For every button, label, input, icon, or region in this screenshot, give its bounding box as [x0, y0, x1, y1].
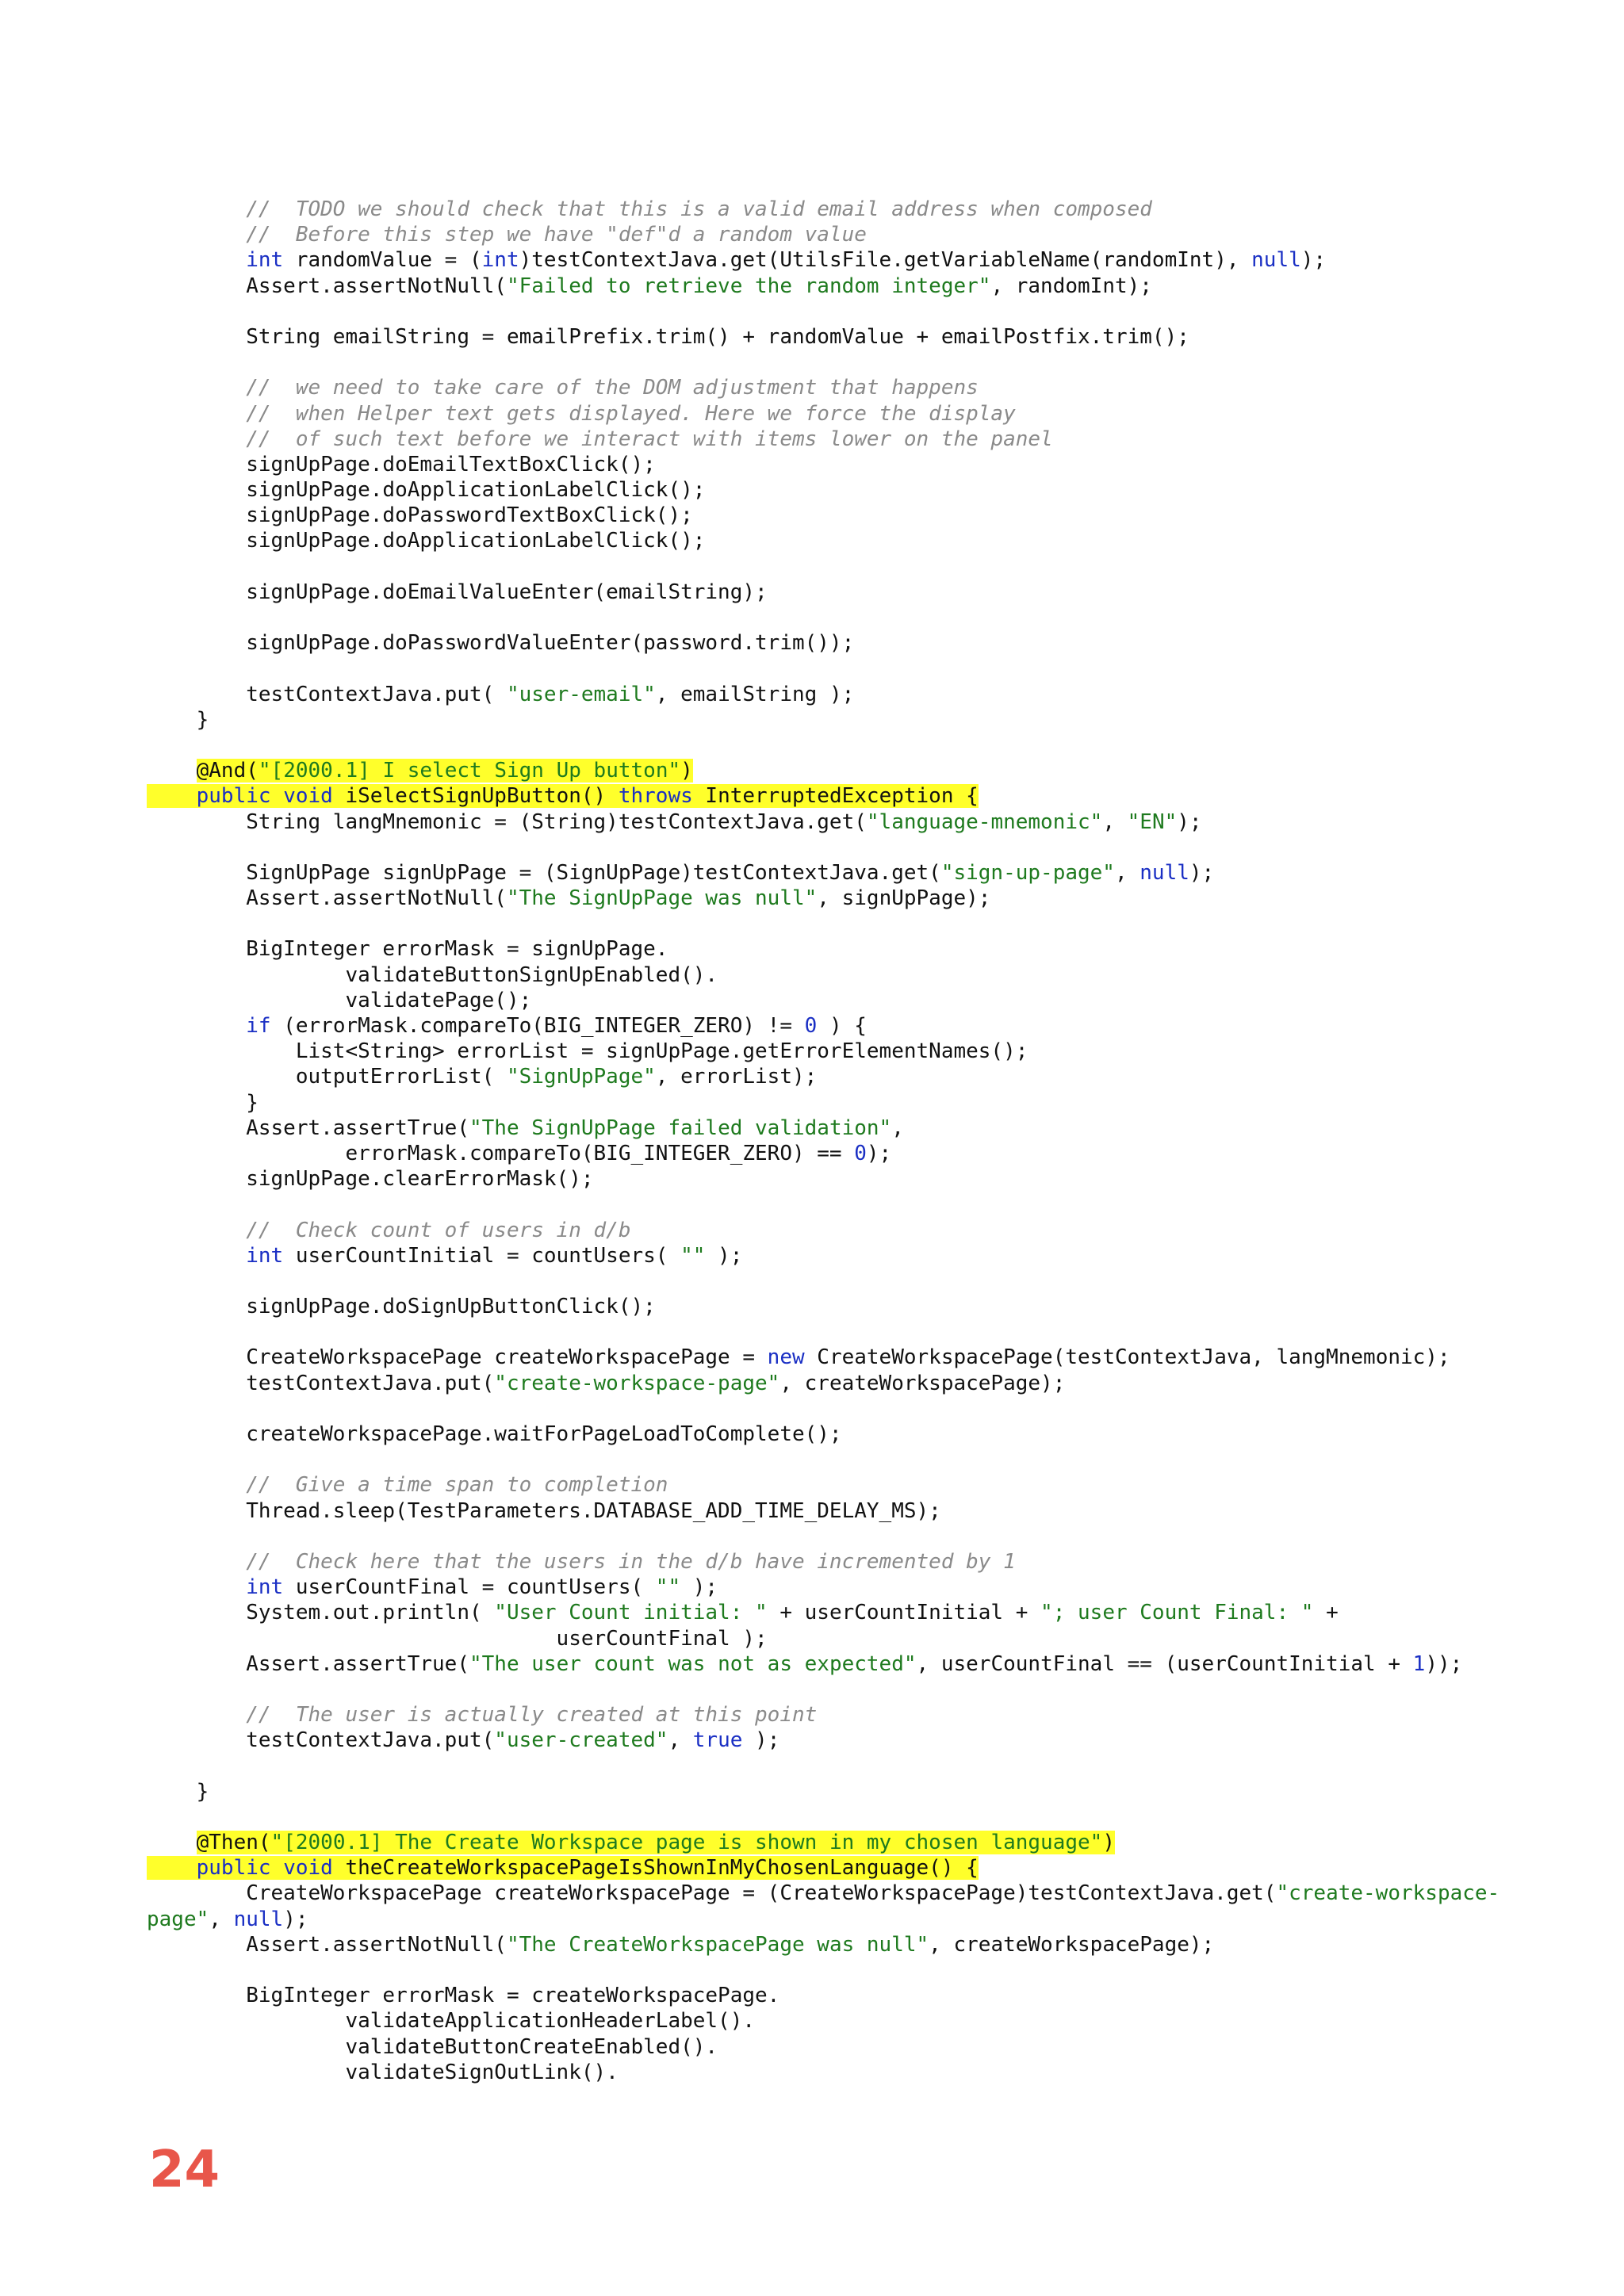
code-token: "create-workspace-	[1276, 1881, 1500, 1906]
code-line	[147, 528, 1590, 553]
code-token: // of such text before we interact with items lower on the panel	[147, 427, 1053, 451]
code-token: null	[1251, 248, 1301, 273]
code-line	[147, 733, 1590, 758]
code-line	[147, 605, 1590, 630]
code-token: public void	[196, 1856, 333, 1881]
code-token: ));	[1425, 1651, 1463, 1676]
code-token: int	[147, 1243, 284, 1268]
code-line	[147, 1294, 1590, 1319]
code-token: "The SignUpPage failed validation"	[469, 1115, 892, 1140]
code-token: userCountFinal = countUsers(	[283, 1575, 656, 1600]
code-line	[147, 1371, 1590, 1396]
code-token: ""	[655, 1575, 681, 1600]
code-token: )	[680, 759, 693, 783]
code-token: int	[147, 248, 284, 273]
code-line	[147, 1626, 1590, 1651]
code-token: true	[692, 1728, 743, 1753]
code-token: validateApplicationHeaderLabel().	[147, 2009, 756, 2034]
code-line	[147, 1753, 1590, 1778]
code-token	[147, 1856, 197, 1880]
code-token: }	[147, 707, 209, 732]
code-token: CreateWorkspacePage(testContextJava, langMnemonic);	[804, 1345, 1450, 1370]
code-token: validateButtonSignUpEnabled().	[147, 962, 718, 987]
code-token: InterruptedException {	[692, 784, 979, 809]
code-line	[147, 452, 1590, 477]
code-token: @And(	[196, 759, 259, 783]
code-line	[147, 1319, 1590, 1345]
code-token: signUpPage.doPasswordValueEnter(password.trim());	[147, 631, 855, 656]
code-line	[147, 1881, 1590, 1906]
code-line	[147, 809, 1590, 835]
code-token: "user-created"	[494, 1728, 668, 1753]
code-token: "; user Count Final: "	[1040, 1601, 1314, 1625]
code-token: testContextJava.put(	[147, 682, 507, 706]
code-line	[147, 274, 1590, 299]
code-line	[147, 783, 1590, 809]
code-line	[147, 886, 1590, 911]
code-line	[147, 324, 1590, 350]
code-line	[147, 401, 1590, 427]
code-token: userCountInitial = countUsers(	[283, 1243, 681, 1268]
code-token: "SignUpPage"	[506, 1065, 656, 1089]
code-token: "user-email"	[506, 682, 656, 706]
code-token	[147, 759, 197, 783]
code-token: validateSignOutLink().	[147, 2060, 619, 2084]
code-token: throws	[618, 784, 693, 809]
code-token: BigInteger errorMask = signUpPage.	[147, 937, 668, 962]
code-token: "Failed to retrieve the random integer"	[506, 274, 991, 298]
code-token: randomValue = (	[283, 248, 482, 273]
code-line	[147, 1192, 1590, 1217]
code-line	[147, 375, 1590, 400]
code-line	[147, 835, 1590, 860]
code-token	[147, 1831, 197, 1854]
code-token: Assert.assertNotNull(	[147, 274, 507, 298]
code-token: errorMask.compareTo(BIG_INTEGER_ZERO) ==	[147, 1141, 855, 1165]
code-token: if	[147, 1014, 271, 1038]
code-token: signUpPage.doSignUpButtonClick();	[147, 1295, 656, 1319]
code-line	[147, 1115, 1590, 1141]
code-token: }	[147, 1779, 209, 1804]
code-token: , userCountFinal == (userCountInitial +	[916, 1651, 1413, 1676]
code-token: "The user count was not as expected"	[469, 1651, 917, 1676]
code-line	[147, 247, 1590, 273]
code-token: testContextJava.put(	[147, 1371, 495, 1395]
code-token: @Then(	[196, 1831, 271, 1854]
code-token: "create-workspace-page"	[494, 1371, 780, 1395]
code-token: ,	[209, 1907, 234, 1931]
code-token: // we need to take care of the DOM adjustment that happens	[147, 376, 979, 400]
code-line	[147, 1039, 1590, 1064]
code-token: CreateWorkspacePage createWorkspacePage =	[147, 1345, 768, 1370]
code-line	[147, 1472, 1590, 1498]
code-line	[147, 962, 1590, 988]
code-line	[147, 503, 1590, 528]
code-token: page"	[147, 1907, 209, 1931]
code-line	[147, 1549, 1590, 1575]
code-line	[147, 936, 1590, 962]
code-line	[147, 630, 1590, 656]
code-line	[147, 477, 1590, 503]
code-token: ,	[1114, 860, 1140, 885]
code-token: // Before this step we have "def"d a random value	[147, 223, 867, 247]
code-line	[147, 656, 1590, 681]
code-line	[147, 2060, 1590, 2085]
code-token: validatePage();	[147, 988, 532, 1012]
code-token: , randomInt);	[990, 274, 1152, 298]
code-token: signUpPage.doEmailValueEnter(emailString);	[147, 580, 768, 604]
code-line	[147, 554, 1590, 580]
code-line	[147, 1013, 1590, 1039]
code-line	[147, 1218, 1590, 1243]
code-line	[147, 580, 1590, 605]
code-line	[147, 299, 1590, 324]
code-token: );	[680, 1575, 718, 1600]
code-token: 0	[804, 1014, 818, 1038]
code-token: 0	[854, 1141, 867, 1165]
code-token: Assert.assertNotNull(	[147, 886, 507, 911]
code-token: signUpPage.doEmailTextBoxClick();	[147, 452, 656, 476]
code-token: ) {	[817, 1014, 867, 1038]
code-token: public void	[196, 784, 333, 809]
code-line	[147, 1396, 1590, 1422]
page-number: 24	[149, 2141, 220, 2199]
code-token: Assert.assertTrue(	[147, 1115, 469, 1140]
code-token: String emailString = emailPrefix.trim() + randomValue + emailPostfix.trim();	[147, 324, 1189, 349]
code-line	[147, 1166, 1590, 1192]
code-token: (errorMask.compareTo(BIG_INTEGER_ZERO) !=	[270, 1014, 805, 1038]
code-token: List<String> errorList = signUpPage.getErrorElementNames();	[147, 1039, 1028, 1064]
code-line	[147, 1855, 1590, 1881]
code-token: ,	[668, 1728, 693, 1753]
code-line	[147, 1422, 1590, 1447]
code-token: Assert.assertNotNull(	[147, 1932, 507, 1957]
code-token: signUpPage.doPasswordTextBoxClick();	[147, 503, 693, 528]
code-line	[147, 1728, 1590, 1753]
code-token: createWorkspacePage.waitForPageLoadToComplete();	[147, 1422, 842, 1446]
code-token: ""	[680, 1243, 706, 1268]
code-token: "EN"	[1127, 809, 1178, 834]
code-token: + userCountInitial +	[767, 1601, 1041, 1625]
code-token: Thread.sleep(TestParameters.DATABASE_ADD_TIME_DELAY_MS);	[147, 1498, 941, 1523]
code-token: testContextJava.put(	[147, 1728, 495, 1753]
code-token: validateButtonCreateEnabled().	[147, 2034, 718, 2059]
code-token: SignUpPage signUpPage = (SignUpPage)testContextJava.get(	[147, 860, 941, 885]
code-token: "sign-up-page"	[940, 860, 1115, 885]
code-token: "[2000.1] The Create Workspace page is shown in my chosen language"	[270, 1831, 1103, 1854]
code-line	[147, 988, 1590, 1013]
code-line	[147, 1090, 1590, 1115]
code-token: , createWorkspacePage);	[929, 1932, 1215, 1957]
code-token: // when Helper text gets displayed. Here we force the display	[147, 401, 1016, 426]
code-line	[147, 197, 1590, 222]
code-line	[147, 1243, 1590, 1269]
code-token: }	[147, 1090, 259, 1115]
code-token: 1	[1412, 1651, 1426, 1676]
code-token: int	[481, 248, 519, 273]
code-listing	[147, 197, 1590, 2085]
code-line	[147, 1702, 1590, 1728]
code-line	[147, 222, 1590, 247]
code-token: )testContextJava.get(UtilsFile.getVariableName(randomInt),	[519, 248, 1252, 273]
code-token: int	[147, 1575, 284, 1600]
code-line	[147, 860, 1590, 886]
code-line	[147, 1779, 1590, 1804]
code-token: // Check count of users in d/b	[147, 1218, 631, 1242]
code-line	[147, 1830, 1590, 1855]
code-token: "The CreateWorkspacePage was null"	[506, 1932, 929, 1957]
code-token: );	[705, 1243, 743, 1268]
code-token: signUpPage.doApplicationLabelClick();	[147, 529, 706, 553]
code-token: null	[1139, 860, 1189, 885]
code-token: iSelectSignUpButton()	[332, 784, 619, 809]
code-line	[147, 350, 1590, 375]
code-line	[147, 1524, 1590, 1549]
code-token: , emailString );	[655, 682, 855, 706]
code-token	[147, 784, 197, 808]
code-line	[147, 911, 1590, 936]
code-line	[147, 1447, 1590, 1472]
code-token: "[2000.1] I select Sign Up button"	[258, 759, 681, 783]
code-line	[147, 1932, 1590, 1957]
code-token: // The user is actually created at this point	[147, 1703, 818, 1728]
code-line	[147, 427, 1590, 452]
code-token: Assert.assertTrue(	[147, 1651, 469, 1676]
code-token: outputErrorList(	[147, 1065, 507, 1089]
code-line	[147, 1141, 1590, 1166]
code-token: +	[1313, 1601, 1339, 1625]
code-line	[147, 1575, 1590, 1600]
code-token: );	[1177, 809, 1202, 834]
code-line	[147, 1345, 1590, 1370]
code-line	[147, 1064, 1590, 1089]
code-token: // TODO we should check that this is a valid email address when composed	[147, 197, 1152, 221]
code-token: // Give a time span to completion	[147, 1473, 668, 1498]
code-token: "The SignUpPage was null"	[506, 886, 818, 911]
code-line	[147, 1804, 1590, 1830]
code-token: ,	[891, 1115, 904, 1140]
code-line	[147, 1269, 1590, 1294]
code-token: null	[233, 1907, 284, 1931]
code-line	[147, 2034, 1590, 2060]
code-line	[147, 1677, 1590, 1702]
code-line	[147, 758, 1590, 783]
code-token: BigInteger errorMask = createWorkspacePage.	[147, 1984, 780, 2008]
code-token: )	[1102, 1831, 1115, 1854]
code-line	[147, 2008, 1590, 2034]
code-line	[147, 682, 1590, 707]
code-line	[147, 1651, 1590, 1677]
code-token: );	[742, 1728, 780, 1753]
code-line	[147, 1907, 1590, 1932]
code-token: , errorList);	[655, 1065, 818, 1089]
code-line	[147, 1600, 1590, 1625]
code-token: String langMnemonic = (String)testContextJava.get(	[147, 809, 867, 834]
code-token: , signUpPage);	[817, 886, 991, 911]
code-token: ,	[1102, 809, 1128, 834]
code-token: userCountFinal );	[147, 1626, 768, 1651]
code-token: , createWorkspacePage);	[779, 1371, 1066, 1395]
code-token: signUpPage.clearErrorMask();	[147, 1167, 594, 1192]
code-line	[147, 1957, 1590, 1983]
code-token: System.out.println(	[147, 1601, 495, 1625]
code-token: new	[767, 1345, 805, 1370]
code-token: );	[283, 1907, 308, 1931]
code-line	[147, 1983, 1590, 2008]
code-line	[147, 1498, 1590, 1524]
code-token: CreateWorkspacePage createWorkspacePage = (CreateWorkspacePage)testContextJava.get(	[147, 1881, 1277, 1906]
code-line	[147, 707, 1590, 733]
code-token: );	[866, 1141, 892, 1165]
code-token: theCreateWorkspacePageIsShownInMyChosenLanguage() {	[332, 1856, 979, 1881]
code-token: "language-mnemonic"	[866, 809, 1103, 834]
code-token: // Check here that the users in the d/b have incremented by 1	[147, 1549, 1016, 1574]
code-token: );	[1189, 860, 1215, 885]
code-token: signUpPage.doApplicationLabelClick();	[147, 478, 706, 503]
code-token: );	[1300, 248, 1327, 273]
code-token: "User Count initial: "	[494, 1601, 768, 1625]
